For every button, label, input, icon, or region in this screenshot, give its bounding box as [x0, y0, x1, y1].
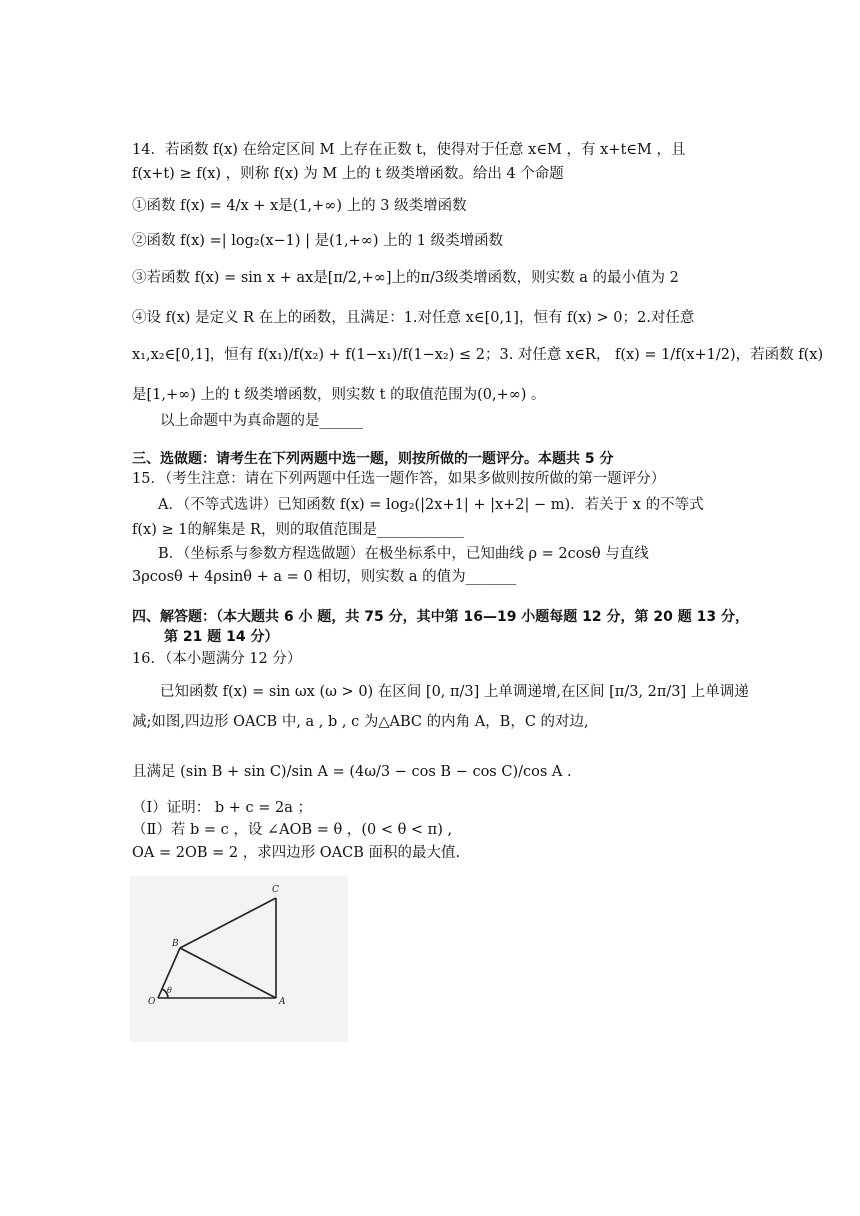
figure-svg: [130, 876, 348, 1042]
q16-part-1: （Ⅰ）证明： b + c = 2a ；: [132, 800, 312, 816]
q14-line-7: x₁,x₂∈[0,1]，恒有 f(x₁)/f(x₂) + f(1−x₁)/f(1−x₂) ≤ 2；3. 对任意 x∈R， f(x) = 1/f(x+1/2)，若函数 f(x): [132, 347, 824, 363]
section4-title-2: 第 21 题 14 分）: [164, 629, 279, 645]
q15-a-line-2: f(x) ≥ 1的解集是 R，则的取值范围是____________: [132, 522, 464, 538]
quadrilateral-figure: [130, 876, 348, 1042]
q15-a-line-1: A．（不等式选讲）已知函数 f(x) = log₂(|2x+1| + |x+2| − m)．若关于 x 的不等式: [158, 497, 704, 513]
label-O: O: [148, 997, 156, 1007]
label-B: B: [172, 939, 179, 949]
section3-title: 三、选做题：请考生在下列两题中选一题，则按所做的一题评分。本题共 5 分: [132, 451, 614, 467]
segment-BA: [180, 948, 276, 998]
segment-BC: [180, 898, 276, 948]
q14-line-2: f(x+t) ≥ f(x) ，则称 f(x) 为 M 上的 t 级类增函数。给出 4 个命题: [132, 166, 564, 182]
q14-line-1: 14．若函数 f(x) 在给定区间 M 上存在正数 t，使得对于任意 x∈M ，有 x+t∈M ，且: [132, 142, 686, 158]
q14-line-9: 以上命题中为真命题的是______: [160, 413, 363, 429]
q14-line-3: ①函数 f(x) = 4/x + x是(1,+∞) 上的 3 级类增函数: [132, 198, 467, 214]
q14-line-6: ④设 f(x) 是定义 R 在上的函数，且满足：1.对任意 x∈[0,1]，恒有 f(x) > 0；2.对任意: [132, 310, 695, 326]
q15-b-line-1: B．（坐标系与参数方程选做题）在极坐标系中，已知曲线 ρ = 2cosθ 与直线: [158, 546, 649, 562]
q16-line-3: 且满足 (sin B + sin C)/sin A = (4ω/3 − cos B − cos C)/cos A .: [132, 764, 572, 780]
label-A: A: [279, 997, 286, 1007]
q16-line-2: 减;如图,四边形 OACB 中, a , b , c 为△ABC 的内角 A，B，C 的对边,: [132, 714, 589, 730]
q14-line-5: ③若函数 f(x) = sin x + ax是[π/2,+∞]上的π/3级类增函数，则实数 a 的最小值为 2: [132, 270, 679, 286]
q16-line-1: 已知函数 f(x) = sin ωx (ω > 0) 在区间 [0, π/3] 上单调递增,在区间 [π/3, 2π/3] 上单调递: [160, 684, 749, 700]
q14-line-8: 是[1,+∞) 上的 t 级类增函数，则实数 t 的取值范围为(0,+∞) 。: [132, 387, 546, 403]
section4-title-1: 四、解答题：（本大题共 6 小 题，共 75 分，其中第 16—19 小题每题 12 分，第 20 题 13 分，: [132, 609, 749, 625]
q14-line-4: ②函数 f(x) =| log₂(x−1) | 是(1,+∞) 上的 1 级类增函数: [132, 233, 504, 249]
q15-b-line-2: 3ρcosθ + 4ρsinθ + a = 0 相切，则实数 a 的值为_______: [132, 569, 517, 585]
q15-line-1: 15．（考生注意：请在下列两题中任选一题作答，如果多做则按所做的第一题评分）: [132, 471, 666, 487]
q16-part-2: （Ⅱ）若 b = c ，设 ∠AOB = θ ，(0 < θ < π) ,: [132, 822, 453, 838]
q16-line-4: OA = 2OB = 2 ，求四边形 OACB 面积的最大值.: [132, 845, 461, 861]
label-C: C: [272, 885, 279, 895]
label-theta: θ: [167, 986, 172, 995]
q16-header: 16．（本小题满分 12 分）: [132, 651, 302, 667]
